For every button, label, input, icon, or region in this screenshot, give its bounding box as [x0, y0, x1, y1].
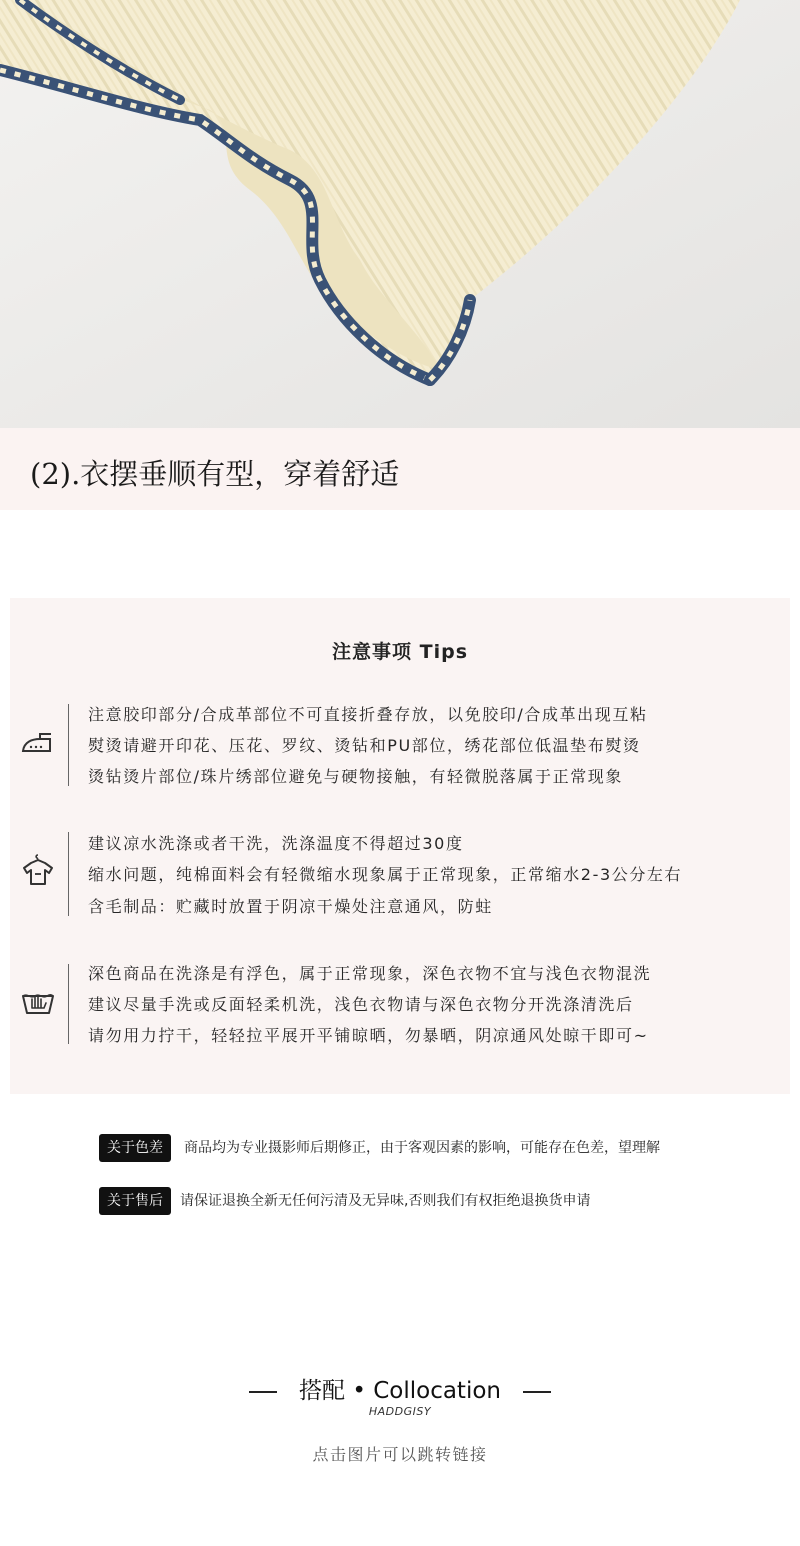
tip-divider	[68, 964, 69, 1044]
after-sales-tag: 关于售后	[99, 1187, 171, 1215]
tip-line: 熨烫请避开印花、压花、罗纹、烫钻和PU部位，绣花部位低温垫布熨烫	[88, 736, 641, 755]
collocation-title: 搭配 • Collocation	[299, 1378, 501, 1404]
tip-line: 注意胶印部分/合成革部位不可直接折叠存放，以免胶印/合成革出现互粘	[88, 705, 648, 724]
tip-line: 建议尽量手洗或反面轻柔机洗，浅色衣物请与深色衣物分开洗涤清洗后	[88, 995, 634, 1014]
tip-line: 请勿用力拧干，轻轻拉平展开平铺晾晒，勿暴晒，阴凉通风处晾干即可~	[88, 1026, 649, 1045]
after-sales-text: 请保证退换全新无任何污清及无异味,否则我们有权拒绝退换货申请	[180, 1193, 591, 1209]
tip-divider	[68, 704, 69, 786]
tip-line: 烫钻烫片部位/珠片绣部位避免与硬物接触，有轻微脱落属于正常现象	[88, 767, 623, 786]
product-photo	[0, 0, 800, 428]
tip-line: 含毛制品：贮藏时放置于阴凉干燥处注意通风，防蛀	[88, 897, 493, 916]
collocation-heading	[0, 1372, 800, 1405]
color-difference-tag: 关于色差	[99, 1134, 171, 1162]
care-tips-title: 注意事项 Tips	[332, 641, 468, 663]
color-difference-text: 商品均为专业摄影师后期修正，由于客观因素的影响，可能存在色差，望理解	[184, 1140, 660, 1156]
right-dash	[523, 1391, 551, 1393]
left-dash	[249, 1391, 277, 1393]
hanging-shirt-icon	[20, 852, 56, 888]
feature-caption: (2).衣摆垂顺有型，穿着舒适	[30, 457, 400, 491]
knit-hem-illustration	[0, 0, 800, 428]
iron-icon	[20, 725, 56, 761]
tip-line: 缩水问题，纯棉面料会有轻微缩水现象属于正常现象，正常缩水2-3公分左右	[88, 865, 683, 884]
tip-line: 建议凉水洗涤或者干洗，洗涤温度不得超过30度	[88, 834, 464, 853]
tip-line: 深色商品在洗涤是有浮色，属于正常现象，深色衣物不宜与浅色衣物混洗	[88, 964, 652, 983]
hand-wash-icon	[20, 982, 56, 1018]
brand-name: HADDGISY	[368, 1405, 432, 1418]
tip-divider	[68, 832, 69, 916]
link-hint[interactable]: 点击图片可以跳转链接	[312, 1445, 488, 1464]
